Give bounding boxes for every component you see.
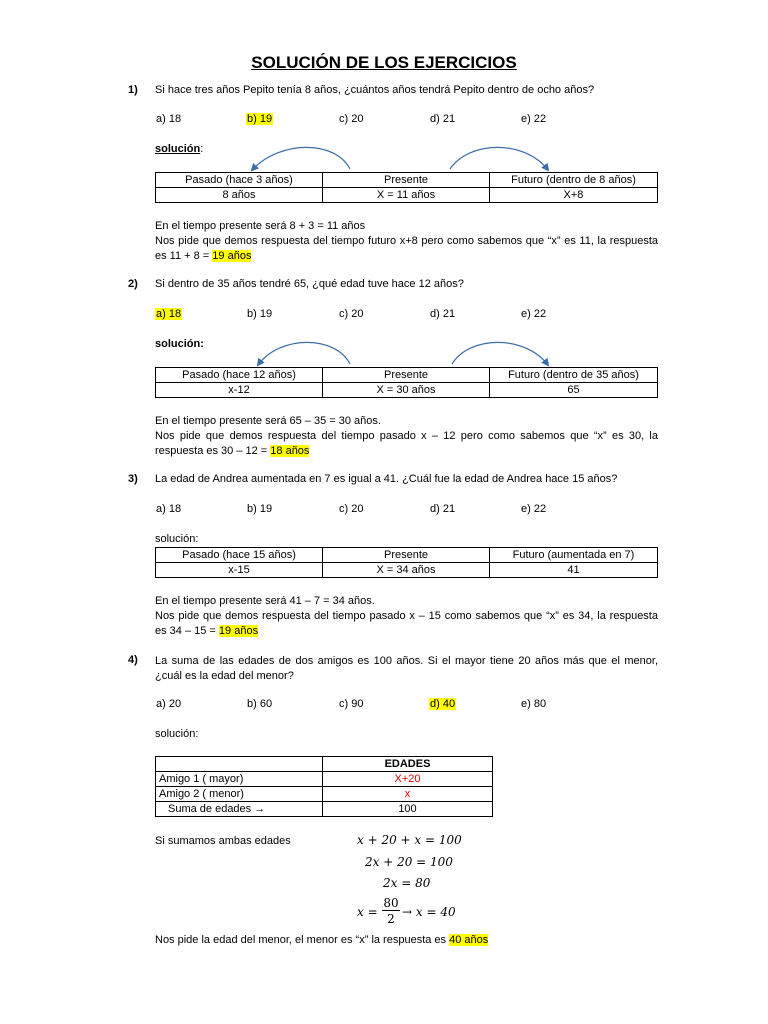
- arrow-left-1: [252, 147, 350, 170]
- cell-futuro-value: 65: [490, 383, 658, 398]
- exercise-4-options: [155, 698, 595, 714]
- option-e: e) 22: [521, 113, 547, 125]
- cell-presente: Presente: [323, 368, 490, 383]
- option-e: e) 22: [521, 308, 547, 320]
- equation-3: 2x = 80: [383, 876, 431, 890]
- exercise-2-answer: 18 años: [270, 445, 310, 457]
- option-b: b) 19: [247, 308, 273, 320]
- cell-pasado: Pasado (hace 3 años): [156, 173, 323, 188]
- option-c: c) 90: [339, 698, 364, 710]
- exercise-2-options: [155, 308, 595, 324]
- cell-amigo-1: Amigo 1 ( mayor): [156, 772, 323, 787]
- exercise-1-table: [155, 172, 658, 203]
- exercise-3-table: [155, 547, 658, 578]
- exercise-3-line1: En el tiempo presente será 41 – 7 = 34 años.: [155, 595, 375, 607]
- arrow-right-1: [450, 147, 548, 170]
- exercise-2-line2: Nos pide que demos respuesta del tiempo pasado x – 12 pero como sabemos que “x” es 30, la respuesta es 30 – 12 = 18 años: [155, 430, 658, 457]
- cell-pasado-value: x-15: [156, 563, 323, 578]
- equation-1: x + 20 + x = 100: [357, 833, 462, 847]
- exercise-4-answer: 40 años: [449, 934, 489, 946]
- cell-amigo-2: Amigo 2 ( menor): [156, 787, 323, 802]
- cell-futuro: Futuro (aumentada en 7): [490, 548, 658, 563]
- option-b: b) 60: [247, 698, 273, 710]
- exercise-2-number: 2): [128, 278, 138, 290]
- exercise-2-solution-label: solución:: [155, 338, 204, 350]
- exercise-1-line1: En el tiempo presente será 8 + 3 = 11 años: [155, 220, 366, 232]
- exercise-1-line2: Nos pide que demos respuesta del tiempo futuro x+8 pero como sabemos que “x” es 11, la respuesta es 11 + 8 = 19 años: [155, 235, 658, 262]
- equation-2: 2x + 20 = 100: [365, 855, 453, 869]
- option-d: d) 21: [430, 113, 456, 125]
- cell-futuro: Futuro (dentro de 8 años): [490, 173, 658, 188]
- cell-amigo-2-value: x: [323, 787, 493, 802]
- option-a: a) 18: [156, 503, 182, 515]
- arrow-right-2: [452, 342, 548, 365]
- final-line: Nos pide la edad del menor, el menor es “x” la respuesta es 40 años: [155, 934, 489, 946]
- option-c: c) 20: [339, 503, 364, 515]
- equation-4-lhs: x =: [357, 905, 378, 919]
- cell-pasado-value: 8 años: [156, 188, 323, 203]
- equation-4-rhs: → x = 40: [402, 905, 456, 919]
- option-a: a) 18: [156, 113, 182, 125]
- cell-suma: Suma de edades →: [156, 802, 323, 817]
- page-title: SOLUCIÓN DE LOS EJERCICIOS: [251, 53, 517, 72]
- option-e: e) 22: [521, 503, 547, 515]
- cell-presente: Presente: [323, 173, 490, 188]
- cell-pasado-value: x-12: [156, 383, 323, 398]
- exercise-4-table: [155, 756, 493, 817]
- exercise-3-number: 3): [128, 473, 138, 485]
- cell-presente: Presente: [323, 548, 490, 563]
- sum-label: Si sumamos ambas edades: [155, 835, 291, 847]
- option-b-highlighted: b) 19: [247, 113, 273, 125]
- exercise-3-answer: 19 años: [218, 625, 259, 637]
- option-e: e) 80: [521, 698, 547, 710]
- exercise-4-question: La suma de las edades de dos amigos es 100 años. Si el mayor tiene 20 años más que el menor, ¿cuál es la edad del menor?: [155, 655, 658, 682]
- option-d: d) 21: [430, 308, 456, 320]
- exercise-1-question: Si hace tres años Pepito tenía 8 años, ¿cuántos años tendrá Pepito dentro de ocho años?: [155, 84, 595, 96]
- exercise-1-number: 1): [128, 84, 138, 96]
- exercise-3-options: [155, 503, 595, 519]
- exercise-2-table: [155, 367, 658, 398]
- cell-empty: [156, 757, 323, 772]
- cell-presente-value: X = 30 años: [323, 383, 490, 398]
- equation-4-numerator: 80: [383, 896, 399, 910]
- option-a-highlighted: a) 18: [156, 308, 182, 320]
- equation-4-denominator: 2: [387, 912, 395, 926]
- option-b: b) 19: [247, 503, 273, 515]
- option-d-highlighted: d) 40: [430, 698, 456, 710]
- cell-futuro: Futuro (dentro de 35 años): [490, 368, 658, 383]
- cell-edades-header: EDADES: [323, 757, 493, 772]
- cell-futuro-value: X+8: [490, 188, 658, 203]
- option-d: d) 21: [430, 503, 456, 515]
- exercise-4-solution-label: solución:: [155, 728, 199, 740]
- exercise-2-line1: En el tiempo presente será 65 – 35 = 30 años.: [155, 415, 381, 427]
- exercise-1-answer: 19 años: [212, 250, 252, 262]
- cell-suma-value: 100: [323, 802, 493, 817]
- exercise-1-options: [155, 113, 595, 129]
- option-c: c) 20: [339, 308, 364, 320]
- exercise-3-line2: Nos pide que demos respuesta del tiempo pasado x – 15 como sabemos que “x” es 34, la respuesta es 34 – 15 = 19 años: [155, 610, 658, 637]
- cell-amigo-1-value: X+20: [323, 772, 493, 787]
- cell-presente-value: X = 34 años: [323, 563, 490, 578]
- option-c: c) 20: [339, 113, 364, 125]
- option-a: a) 20: [156, 698, 182, 710]
- cell-futuro-value: 41: [490, 563, 658, 578]
- exercise-1-solution-label: solución:: [155, 143, 204, 155]
- exercise-3-question: La edad de Andrea aumentada en 7 es igual a 41. ¿Cuál fue la edad de Andrea hace 15 años?: [155, 473, 618, 485]
- cell-pasado: Pasado (hace 12 años): [156, 368, 323, 383]
- cell-presente-value: X = 11 años: [323, 188, 490, 203]
- exercise-4-number: 4): [128, 654, 138, 666]
- exercise-3-solution-label: solución:: [155, 533, 199, 545]
- arrow-left-2: [258, 342, 350, 365]
- exercise-2-question: Si dentro de 35 años tendré 65, ¿qué edad tuve hace 12 años?: [155, 278, 464, 290]
- cell-pasado: Pasado (hace 15 años): [156, 548, 323, 563]
